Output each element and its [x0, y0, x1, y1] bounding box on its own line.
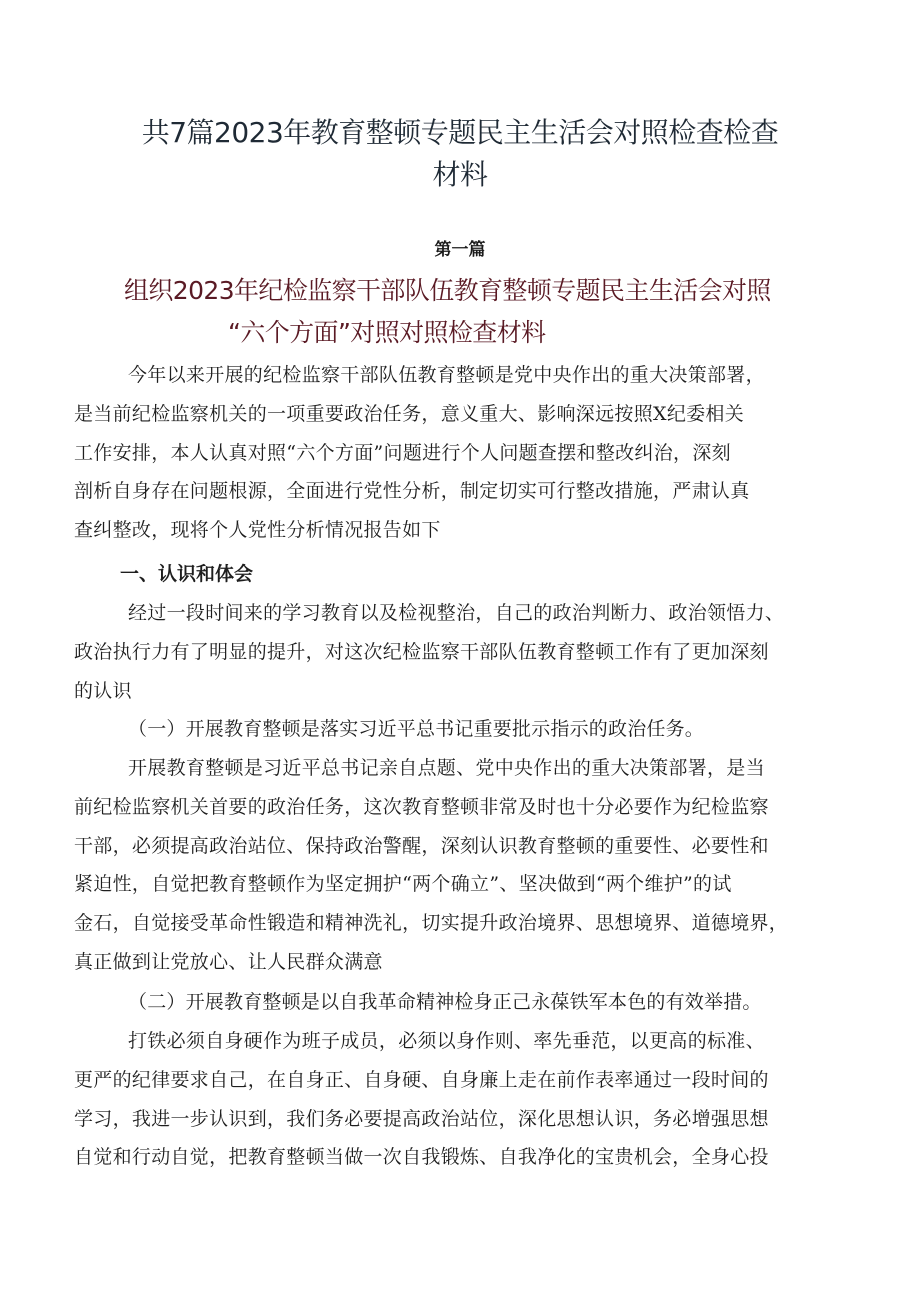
- paragraph-line: 前纪检监察机关首要的政治任务，这次教育整顿非常及时也十分必要作为纪检监察: [74, 795, 769, 818]
- paragraph-line: 自觉和行动自觉，把教育整顿当做一次自我锻炼、自我净化的宝贵机会，全身心投: [74, 1146, 769, 1169]
- paragraph-line: 政治执行力有了明显的提升，对这次纪检监察干部队伍教育整顿工作有了更加深刻: [74, 640, 769, 663]
- paragraph-line: 学习，我进一步认识到，我们务必要提高政治站位，深化思想认识，务必增强思想: [74, 1107, 769, 1130]
- section-heading-1: 一、认识和体会: [120, 563, 254, 585]
- article-subtitle-line-2: “六个方面”对照对照检查材料: [228, 318, 546, 347]
- intro-line: 查纠整改，现将个人党性分析情况报告如下: [74, 519, 441, 542]
- paragraph-line: 金石，自觉接受革命性锻造和精神洗礼，切实提升政治境界、思想境界、道德境界，: [74, 912, 789, 935]
- paragraph-1: [74, 594, 864, 710]
- paragraph-line: 干部，必须提高政治站位、保持政治警醒，深刻认识教育整顿的重要性、必要性和: [74, 834, 769, 857]
- intro-paragraph: [74, 356, 864, 550]
- intro-line: 是当前纪检监察机关的一项重要政治任务，意义重大、影响深远按照X纪委相关: [74, 402, 745, 425]
- paragraph-line: 开展教育整顿是习近平总书记亲自点题、党中央作出的重大决策部署，是当: [128, 757, 765, 779]
- document-title-line-1: 共7篇2023年教育整顿专题民主生活会对照检查检查: [141, 116, 779, 149]
- sub-heading-2: （二）开展教育整顿是以自我革命精神检身正己永葆铁军本色的有效举措。: [128, 991, 762, 1013]
- paragraph-line: 更严的纪律要求自己，在自身正、自身硬、自身廉上走在前作表率通过一段时间的: [74, 1068, 769, 1091]
- paragraph-line: 经过一段时间来的学习教育以及检视整治，自己的政治判断力、政治领悟力、: [128, 602, 785, 624]
- paragraph-2: [74, 749, 864, 982]
- intro-line: 剖析自身存在问题根源，全面进行党性分析，制定切实可行整改措施，严肃认真: [74, 480, 750, 503]
- paragraph-line: 打铁必须自身硬作为班子成员，必须以身作则、率先垂范，以更高的标准、: [128, 1030, 765, 1052]
- paragraph-3: [74, 1022, 864, 1177]
- document-title: [120, 112, 800, 196]
- paragraph-line: 紧迫性，自觉把教育整顿作为坚定拥护“两个确立”、坚决做到“两个维护”的试: [74, 873, 732, 896]
- article-subtitle-line-1: 组织2023年纪检监察干部队伍教育整顿专题民主生活会对照: [124, 276, 771, 305]
- sub-heading-1: （一）开展教育整顿是落实习近平总书记重要批示指示的政治任务。: [128, 718, 705, 740]
- document-title-line-2: 材料: [432, 158, 488, 191]
- section-label: 第一篇: [434, 240, 486, 260]
- paragraph-line: 真正做到让党放心、让人民群众满意: [74, 950, 383, 973]
- intro-line: 工作安排，本人认真对照“六个方面”问题进行个人问题查摆和整改纠治，深刻: [74, 441, 731, 464]
- intro-line: 今年以来开展的纪检监察干部队伍教育整顿是党中央作出的重大决策部署，: [128, 364, 765, 386]
- article-subtitle: [80, 270, 890, 354]
- paragraph-line: 的认识: [74, 679, 132, 702]
